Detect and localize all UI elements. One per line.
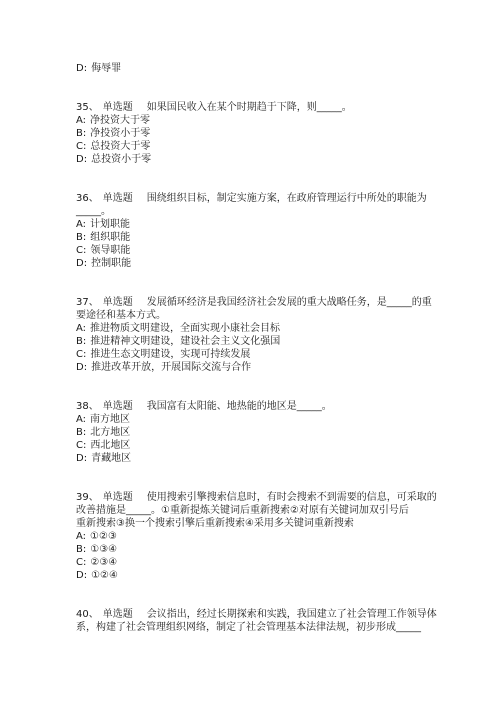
option-text: ②③④ <box>90 557 118 568</box>
option-text: 总投资小于零 <box>91 154 152 165</box>
question-text: 如果国民收入在某个时期趋于下降，则_____。 <box>146 102 352 113</box>
option-text: 总投资大于零 <box>90 141 151 152</box>
question-39-option-a <box>76 530 117 543</box>
option-letter: C: <box>76 440 87 451</box>
option-letter: D: <box>76 258 88 269</box>
option-text: 推进精神文明建设，建设社会主义文化强国 <box>90 336 281 347</box>
question-39-option-c <box>76 556 117 569</box>
option-d-prev <box>76 62 121 75</box>
option-letter: C: <box>76 245 87 256</box>
option-text: 推进生态文明建设，实现可持续发展 <box>90 349 251 360</box>
question-36-option-b <box>76 231 130 244</box>
question-type: 单选题 <box>102 492 133 503</box>
option-letter: A: <box>76 414 87 425</box>
question-text: 发展循环经济是我国经济社会发展的重大战略任务，是_____的重 <box>146 297 432 308</box>
option-letter: C: <box>76 557 87 568</box>
question-37-stem <box>76 296 432 309</box>
option-letter: A: <box>76 219 87 230</box>
option-letter: D: <box>76 154 88 165</box>
question-39-option-d <box>76 569 118 582</box>
option-text: 净投资小于零 <box>90 128 151 139</box>
option-text: 西北地区 <box>90 440 131 451</box>
option-text: 南方地区 <box>90 414 131 425</box>
option-letter: B: <box>76 232 87 243</box>
option-letter: D: <box>76 570 88 581</box>
question-number: 38、 <box>76 401 99 412</box>
question-number: 37、 <box>76 297 99 308</box>
question-type: 单选题 <box>102 297 133 308</box>
question-35-option-a <box>76 114 150 127</box>
option-text: ①②③ <box>90 531 117 542</box>
option-letter: A: <box>76 115 87 126</box>
question-35-stem <box>76 101 352 114</box>
question-text: 使用搜索引擎搜索信息时，有时会搜索不到需要的信息，可采取的 <box>146 492 437 503</box>
option-letter: B: <box>76 336 87 347</box>
question-number: 40、 <box>76 609 99 620</box>
question-number: 36、 <box>76 193 99 204</box>
option-letter: D: <box>76 453 88 464</box>
question-number: 39、 <box>76 492 99 503</box>
question-type: 单选题 <box>102 102 133 113</box>
question-number: 35、 <box>76 102 99 113</box>
option-text: 净投资大于零 <box>90 115 151 126</box>
question-39-stem <box>76 491 437 504</box>
question-36-option-d <box>76 257 131 270</box>
question-37-option-c <box>76 348 250 361</box>
option-text: 推进物质文明建设，全面实现小康社会目标 <box>90 323 281 334</box>
question-36-option-c <box>76 244 130 257</box>
option-letter: A: <box>76 531 87 542</box>
option-text: 计划职能 <box>90 219 131 230</box>
question-36-stem <box>76 192 427 205</box>
question-39-option-b <box>76 543 117 556</box>
question-37-stem-cont: 要途径和基本方式。 <box>76 310 166 321</box>
question-39-stem-cont-2: 重新搜索③换一个搜索引擎后重新搜索④采用多关键词重新搜索 <box>76 518 354 529</box>
question-35-option-c <box>76 140 150 153</box>
option-text: 控制职能 <box>91 258 132 269</box>
question-37-option-b <box>76 335 280 348</box>
option-letter: B: <box>76 544 87 555</box>
option-letter: D: <box>76 362 88 373</box>
option-text: 侮辱罪 <box>91 63 122 74</box>
option-text: 北方地区 <box>90 427 131 438</box>
question-35-option-b <box>76 127 150 140</box>
question-37-option-a <box>76 322 280 335</box>
question-40-stem <box>76 608 437 621</box>
question-type: 单选题 <box>102 609 133 620</box>
question-type: 单选题 <box>102 193 133 204</box>
option-letter: B: <box>76 128 87 139</box>
question-38-stem <box>76 400 332 413</box>
option-text: 青藏地区 <box>91 453 132 464</box>
question-36-stem-cont: _____。 <box>76 206 111 217</box>
question-38-option-b <box>76 426 130 439</box>
question-38-option-a <box>76 413 130 426</box>
question-35-option-d <box>76 153 151 166</box>
option-letter: C: <box>76 349 87 360</box>
question-type: 单选题 <box>102 401 133 412</box>
option-text: 推进改革开放，开展国际交流与合作 <box>91 362 252 373</box>
question-38-option-c <box>76 439 130 452</box>
option-letter: D: <box>76 63 88 74</box>
question-39-stem-cont-1: 改善措施是_____。①重新提炼关键词后重新搜索②对原有关键词加双引号后 <box>76 505 409 516</box>
option-letter: A: <box>76 323 87 334</box>
option-text: 组织职能 <box>90 232 131 243</box>
question-text: 我国富有太阳能、地热能的地区是_____。 <box>146 401 332 412</box>
question-text: 围绕组织目标，制定实施方案，在政府管理运行中所处的职能为 <box>146 193 427 204</box>
question-text: 会议指出，经过长期探索和实践，我国建立了社会管理工作领导体 <box>146 609 437 620</box>
option-text: ①②④ <box>91 570 118 581</box>
question-38-option-d <box>76 452 131 465</box>
option-text: ①③④ <box>90 544 118 555</box>
question-40-stem-cont: 系，构建了社会管理组织网络，制定了社会管理基本法律法规，初步形成_____ <box>76 622 421 633</box>
question-37-option-d <box>76 361 251 374</box>
option-letter: C: <box>76 141 87 152</box>
question-36-option-a <box>76 218 130 231</box>
option-letter: B: <box>76 427 87 438</box>
option-text: 领导职能 <box>90 245 131 256</box>
